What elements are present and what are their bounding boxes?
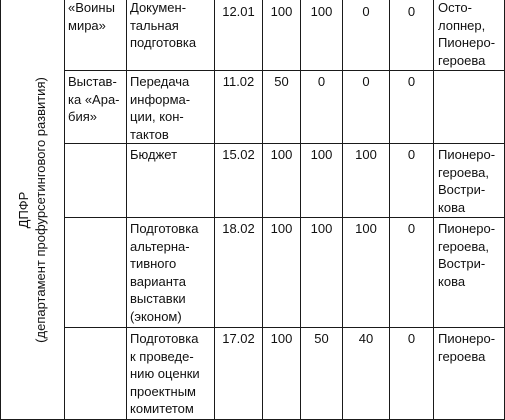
project-cell — [68, 0, 115, 34]
c4-value: 0 — [407, 4, 416, 19]
people-line: Востри- — [438, 182, 486, 197]
project-line: мира» — [68, 17, 106, 33]
people-cell — [438, 220, 495, 290]
task-cell — [130, 0, 196, 52]
project-line: бия» — [68, 109, 97, 124]
department-abbr: ДПФР — [16, 191, 31, 229]
people-line: Осто- — [438, 0, 472, 15]
task-line: тактов — [130, 126, 169, 142]
column-divider — [433, 0, 434, 420]
c4-value: 0 — [407, 147, 416, 162]
c2-value: 50 — [314, 331, 329, 346]
c1-value: 100 — [270, 147, 293, 162]
task-line: Подготовка — [130, 331, 199, 346]
people-line: Пионеро- — [438, 147, 496, 162]
task-line: варианта — [130, 273, 186, 289]
people-line: Пионеро- — [438, 331, 496, 346]
row-divider — [64, 217, 505, 218]
task-line: тивного — [130, 256, 177, 271]
people-line: кова — [438, 273, 466, 289]
people-cell — [438, 330, 495, 365]
people-line: кова — [438, 199, 466, 215]
department-full-name: (департамент профурсетингового развития) — [33, 77, 48, 343]
people-line: Востри- — [438, 256, 486, 271]
column-divider — [262, 0, 263, 420]
c1-value: 100 — [270, 331, 293, 346]
task-line: подготовка — [130, 35, 197, 50]
task-line: Бюджет — [130, 147, 178, 162]
people-line: героева — [438, 348, 486, 364]
task-cell — [130, 146, 177, 164]
column-divider — [389, 0, 390, 420]
department-label-text — [15, 77, 49, 343]
column-divider — [64, 0, 65, 420]
c3-value: 0 — [362, 74, 370, 89]
task-line: информа- — [130, 91, 191, 107]
column-divider — [342, 0, 343, 420]
project-line: «Воины — [68, 0, 115, 15]
c3-value: 100 — [355, 221, 377, 236]
task-line: ции, кон- — [130, 109, 184, 124]
date-value: 18.02 — [222, 221, 255, 236]
project-cell — [68, 73, 120, 126]
project-line: Выстав- — [68, 74, 117, 89]
task-cell — [130, 73, 190, 143]
c1-value: 100 — [270, 4, 293, 19]
c1-value: 50 — [274, 74, 289, 89]
date-value: 17.02 — [222, 331, 255, 346]
task-line: выставки — [130, 291, 186, 306]
c4-value: 0 — [407, 74, 416, 89]
c3-value: 0 — [362, 4, 370, 19]
task-line: Докумен- — [130, 0, 187, 15]
row-divider — [64, 327, 505, 328]
task-line: тальная — [130, 17, 179, 33]
people-cell — [438, 0, 495, 69]
project-line: ка «Ара- — [68, 91, 120, 107]
c4-value: 0 — [407, 221, 416, 236]
c2-value: 100 — [310, 221, 333, 236]
task-line: Передача — [130, 74, 190, 89]
people-cell — [438, 146, 495, 216]
c3-value: 40 — [358, 331, 374, 346]
people-line: героева — [438, 52, 486, 68]
date-value: 15.02 — [222, 147, 255, 162]
c4-value: 0 — [407, 331, 416, 346]
c2-value: 100 — [310, 147, 333, 162]
task-line: комитетом — [130, 401, 194, 416]
people-line: героева, — [438, 238, 489, 254]
table-left-border — [0, 0, 1, 420]
task-cell — [130, 220, 198, 325]
people-line: Пионеро- — [438, 221, 496, 236]
people-line: героева, — [438, 164, 489, 180]
row-divider — [64, 70, 505, 71]
column-divider — [300, 0, 301, 420]
c3-value: 100 — [355, 147, 377, 162]
people-line: Пионеро- — [438, 35, 496, 50]
people-line: лопнер, — [438, 17, 486, 33]
task-cell — [130, 330, 200, 418]
task-line: нию оценки — [130, 366, 200, 381]
c1-value: 100 — [270, 221, 293, 236]
task-line: (эконом) — [130, 308, 182, 324]
c2-value: 100 — [310, 4, 333, 19]
date-value: 12.01 — [222, 4, 255, 19]
column-divider — [214, 0, 215, 420]
task-line: к проведе- — [130, 348, 194, 364]
task-line: проектным — [130, 383, 196, 399]
column-divider — [126, 0, 127, 420]
date-value: 11.02 — [222, 74, 255, 89]
task-line: альтерна- — [130, 238, 190, 254]
task-line: Подготовка — [130, 221, 199, 236]
c2-value: 0 — [317, 74, 326, 89]
row-divider — [64, 143, 505, 144]
